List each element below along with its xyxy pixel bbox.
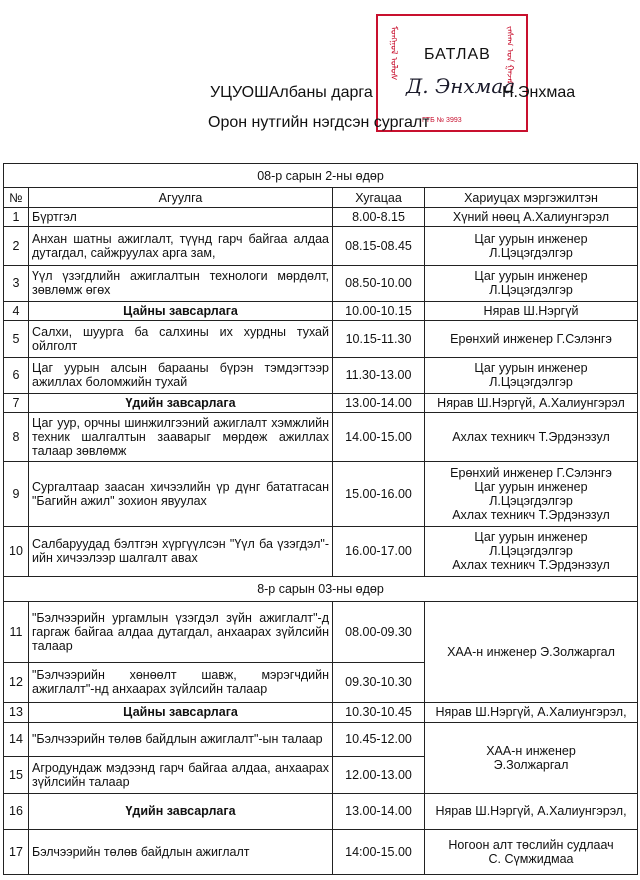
row-number: 15 [4, 757, 29, 794]
table-row [4, 265, 638, 302]
table-row [4, 226, 638, 265]
row-number: 11 [4, 601, 29, 662]
row-time: 08.50-10.00 [333, 265, 425, 302]
table-row [4, 703, 638, 722]
row-topic: Бүртгэл [29, 207, 333, 226]
col-time-header: Хугацаа [333, 188, 425, 207]
row-number: 12 [4, 662, 29, 703]
row-responsible: Цаг уурын инженер Л.Цэцэгдэлгэр Ахлах техникч Т.Эрдэнэзул [425, 526, 638, 577]
schedule-table [3, 163, 638, 875]
row-responsible: Ерөнхий инженер Г.Сэлэнгэ Цаг уурын инженер Л.Цэцэгдэлгэр Ахлах техникч Т.Эрдэнэзул [425, 461, 638, 526]
day1-label: 08-р сарын 2-ны өдөр [4, 164, 638, 188]
row-responsible: Хүний нөөц А.Халиунгэрэл [425, 207, 638, 226]
row-time: 08.15-08.45 [333, 226, 425, 265]
row-topic: Салбаруудад бэлтгэн хүргүүлсэн "Үүл ба үзэгдэл"-ийн хичээлээр шалгалт авах [29, 526, 333, 577]
row-topic: Бэлчээрийн төлөв байдлын ажиглалт [29, 830, 333, 875]
row-number: 17 [4, 830, 29, 875]
table-row [4, 321, 638, 358]
day-header-row [4, 164, 638, 188]
row-number: 9 [4, 461, 29, 526]
approver-name: Н.Энхмаа [502, 84, 576, 101]
row-topic: Цаг уур, орчны шинжилгээний ажиглалт хэмжлийн техник шалгалтын зааварыг мөрдөж ажиллах талаар зөвлөмж [29, 412, 333, 461]
row-topic: Салхи, шуурга ба салхины их хурдны тухай ойлголт [29, 321, 333, 358]
stamp-text-left: ᠮᠤᠩᠭᠤᠯ ᠤᠯᠤᠰ [389, 26, 399, 81]
row-number: 4 [4, 302, 29, 321]
table-row [4, 793, 638, 830]
document-title: Орон нутгийн нэгдсэн сургалт [208, 114, 430, 131]
row-number: 2 [4, 226, 29, 265]
row-time: 10.15-11.30 [333, 321, 425, 358]
row-responsible: Ахлах техникч Т.Эрдэнэзул [425, 412, 638, 461]
row-number: 5 [4, 321, 29, 358]
table-row [4, 722, 638, 757]
row-time: 08.00-09.30 [333, 601, 425, 662]
table-row [4, 601, 638, 662]
row-time: 11.30-13.00 [333, 357, 425, 393]
row-number: 1 [4, 207, 29, 226]
row-topic: "Бэлчээрийн төлөв байдлын ажиглалт"-ын талаар [29, 722, 333, 757]
row-time: 15.00-16.00 [333, 461, 425, 526]
row-topic: Анхан шатны ажиглалт, түүнд гарч байгаа алдаа дутагдал, сайжруулах арга зам, [29, 226, 333, 265]
row-responsible: Цаг уурын инженер Л.Цэцэгдэлгэр [425, 226, 638, 265]
row-number: 8 [4, 412, 29, 461]
row-time: 13.00-14.00 [333, 393, 425, 412]
row-responsible: ХАА-н инженер Э.Золжаргал [425, 601, 638, 703]
row-topic: Үдийн завсарлага [29, 393, 333, 412]
row-topic: Үүл үзэгдлийн ажиглалтын технологи мөрдөлт, зөвлөмж өгөх [29, 265, 333, 302]
row-responsible: Нярав Ш.Нэргүй, А.Халиунгэрэл, [425, 703, 638, 722]
column-header-row [4, 188, 638, 207]
row-topic: "Бэлчээрийн ургамлын үзэгдэл зүйн ажиглалт"-д гаргаж байгаа алдаа дутагдал, анхаарах зүйлсийн талаар [29, 601, 333, 662]
row-responsible: Нярав Ш.Нэргүй, А.Халиунгэрэл, [425, 793, 638, 830]
row-time: 8.00-8.15 [333, 207, 425, 226]
row-topic: Цайны завсарлага [29, 302, 333, 321]
row-time: 12.00-13.00 [333, 757, 425, 794]
row-number: 6 [4, 357, 29, 393]
col-no-header: № [4, 188, 29, 207]
row-time: 16.00-17.00 [333, 526, 425, 577]
signature: Д. Энхмаа [406, 74, 516, 98]
row-number: 3 [4, 265, 29, 302]
row-topic: Сургалтаар заасан хичээлийн үр дүнг бататгасан "Багийн ажил" зохион явуулах [29, 461, 333, 526]
row-topic: "Бэлчээрийн хөнөөлт шавж, мэрэгчдийн ажиглалт"-нд анхаарах зүйлсийн талаар [29, 662, 333, 703]
approve-label: БАТЛАВ [424, 46, 491, 63]
row-responsible: ХАА-н инженер Э.Золжаргал [425, 722, 638, 793]
row-time: 13.00-14.00 [333, 793, 425, 830]
row-number: 14 [4, 722, 29, 757]
row-time: 14.00-15.00 [333, 412, 425, 461]
row-responsible: Ерөнхий инженер Г.Сэлэнгэ [425, 321, 638, 358]
row-number: 16 [4, 793, 29, 830]
row-responsible: Ногоон алт төслийн судлаач С. Сүмжидмаа [425, 830, 638, 875]
row-topic: Цаг уурын алсын барааны бүрэн тэмдэгтээр ажиллах боломжийн тухай [29, 357, 333, 393]
col-topic-header: Агуулга [29, 188, 333, 207]
row-time: 10.45-12.00 [333, 722, 425, 757]
row-number: 13 [4, 703, 29, 722]
row-topic: Үдийн завсарлага [29, 793, 333, 830]
stamp-text-right: ᠵᠠᠰᠠᠭ ᠤᠨ ᠭᠠᠵᠠᠷ [505, 26, 515, 87]
row-responsible: Цаг уурын инженер Л.Цэцэгдэлгэр [425, 265, 638, 302]
table-row [4, 526, 638, 577]
row-responsible: Нярав Ш.Нэргүй, А.Халиунгэрэл [425, 393, 638, 412]
table-row [4, 461, 638, 526]
table-row [4, 357, 638, 393]
row-time: 09.30-10.30 [333, 662, 425, 703]
day-header-row [4, 577, 638, 601]
day2-label: 8-р сарын 03-ны өдөр [4, 577, 638, 601]
row-responsible: Цаг уурын инженер Л.Цэцэгдэлгэр [425, 357, 638, 393]
row-topic: Агродундаж мэдээнд гарч байгаа алдаа, анхаарах зүйлсийн талаар [29, 757, 333, 794]
row-number: 7 [4, 393, 29, 412]
approver-position: УЦУОШАлбаны дарга [210, 84, 373, 101]
table-row [4, 302, 638, 321]
row-topic: Цайны завсарлага [29, 703, 333, 722]
row-time: 14:00-15.00 [333, 830, 425, 875]
row-time: 10.30-10.45 [333, 703, 425, 722]
table-row [4, 207, 638, 226]
row-responsible: Нярав Ш.Нэргүй [425, 302, 638, 321]
col-resp-header: Хариуцах мэргэжилтэн [425, 188, 638, 207]
table-row [4, 830, 638, 875]
table-row [4, 393, 638, 412]
row-time: 10.00-10.15 [333, 302, 425, 321]
table-row [4, 412, 638, 461]
row-number: 10 [4, 526, 29, 577]
stamp-number: ГТБ № 3993 [422, 117, 462, 124]
